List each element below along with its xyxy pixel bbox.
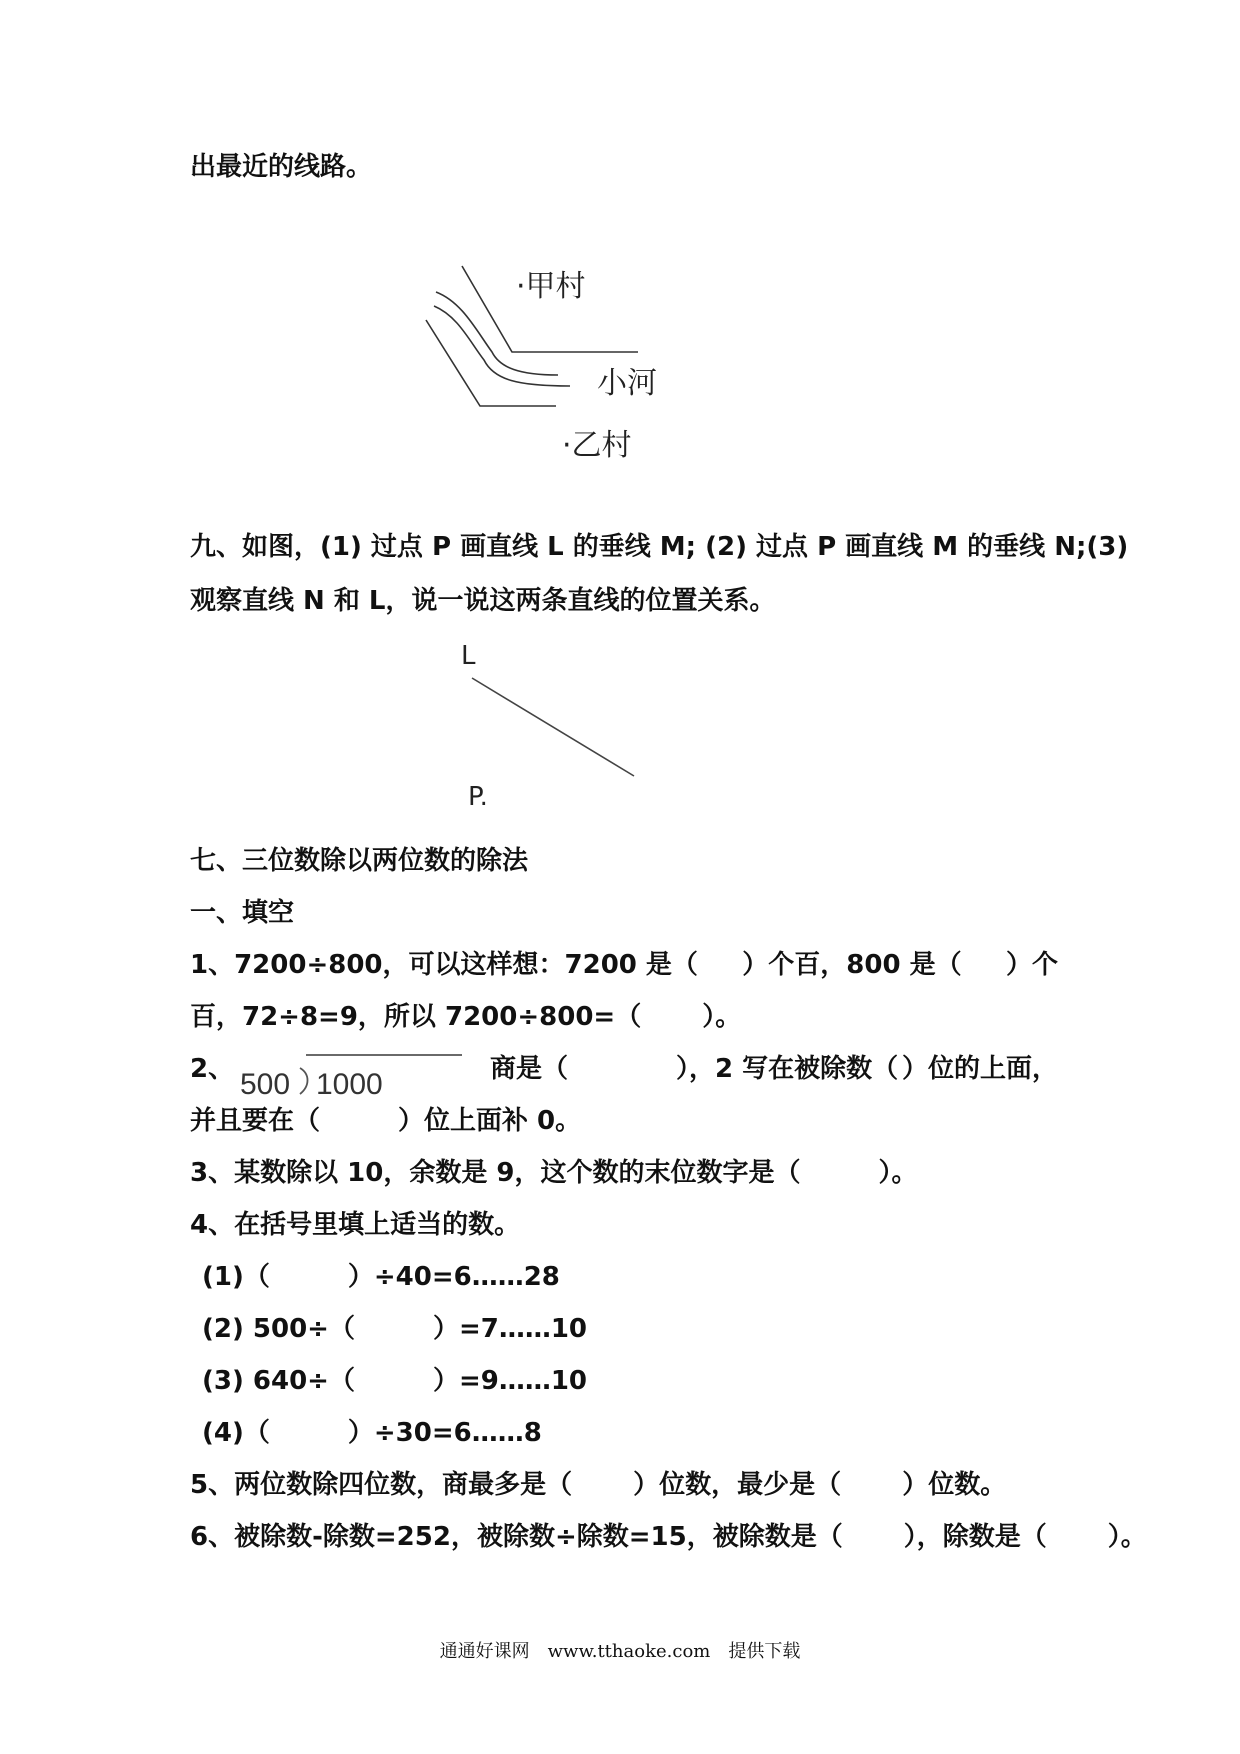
q6: 6、被除数-除数=252，被除数÷除数=15，被除数是（ ），除数是（ ）。 xyxy=(190,1522,1147,1552)
divisor: 500 xyxy=(240,1068,291,1098)
q1-part-b: ）个百，800 是（ xyxy=(742,950,962,980)
village-a-label: ·甲村 xyxy=(516,269,586,304)
section-7-title: 七、三位数除以两位数的除法 xyxy=(190,846,529,876)
dividend: 1000 xyxy=(316,1068,383,1098)
long-division-bracket xyxy=(238,1052,468,1098)
q2-line-2: 并且要在（ ）位上面补 0。 xyxy=(190,1106,582,1136)
q9-line-1: 九、如图，(1) 过点 P 画直线 L 的垂线 M; (2) 过点 P 画直线 M 的垂线 N;(3) xyxy=(190,532,1129,562)
label-l: L xyxy=(461,641,476,671)
q1-part-a: 1、7200÷800，可以这样想：7200 是（ xyxy=(190,950,698,980)
q1-part-c: ）个 xyxy=(1005,950,1058,980)
continued-question-text: 出最近的线路。 xyxy=(190,152,373,182)
q3: 3、某数除以 10，余数是 9，这个数的末位数字是（ ）。 xyxy=(190,1158,918,1188)
q2-part-c: ）位的上面， xyxy=(901,1054,1058,1084)
river-label: 小河 xyxy=(597,366,657,401)
q4-title: 4、在括号里填上适当的数。 xyxy=(190,1210,521,1240)
page-footer: 通通好课网 www.tthaoke.com 提供下载 xyxy=(439,1641,801,1662)
part-1-title: 一、填空 xyxy=(190,898,295,928)
q1-line-1 xyxy=(190,948,1058,982)
q4-item-3: (3) 640÷（ ）=9……10 xyxy=(202,1366,588,1396)
q2-number: 2、 xyxy=(190,1054,235,1084)
q4-item-2: (2) 500÷（ ）=7……10 xyxy=(202,1314,588,1344)
label-p: P. xyxy=(468,782,488,812)
q4-item-4: (4)（ ）÷30=6……8 xyxy=(202,1418,542,1448)
q2-part-a: 商是（ xyxy=(490,1054,569,1084)
line-l xyxy=(472,678,634,776)
division-paren xyxy=(300,1068,308,1094)
q1-line-2: 百，72÷8=9，所以 7200÷800=（ ）。 xyxy=(190,1002,742,1032)
q9-line-2: 观察直线 N 和 L，说一说这两条直线的位置关系。 xyxy=(190,586,776,616)
village-b-label: ·乙村 xyxy=(562,428,632,463)
q4-item-1: (1)（ ）÷40=6……28 xyxy=(202,1262,560,1292)
q2-part-b: ），2 写在被除数（ xyxy=(676,1054,899,1084)
q5: 5、两位数除四位数，商最多是（ ）位数，最少是（ ）位数。 xyxy=(190,1470,1007,1500)
